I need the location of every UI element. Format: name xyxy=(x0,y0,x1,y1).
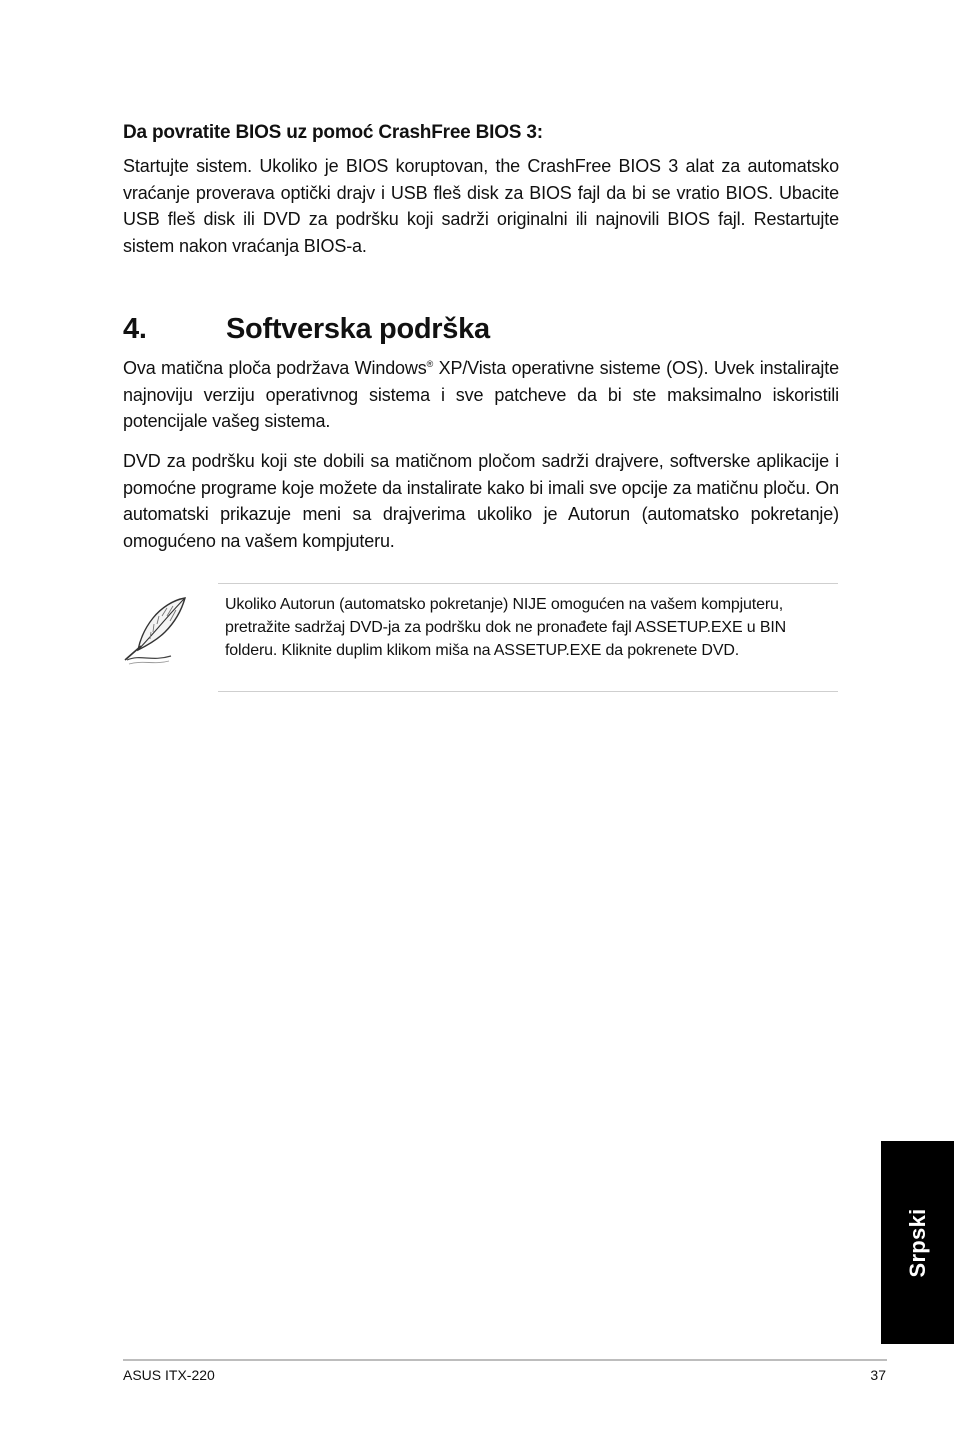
footer-divider xyxy=(123,1359,887,1361)
quill-pen-icon xyxy=(121,594,191,666)
language-label: Srpski xyxy=(904,1207,930,1278)
registered-mark: ® xyxy=(426,359,434,369)
os-paragraph-text-start: Ova matična ploča podržava Windows xyxy=(123,358,427,378)
footer-page-number: 37 xyxy=(870,1367,886,1383)
note-box xyxy=(218,583,838,692)
support-dvd-paragraph: DVD za podršku koji ste dobili sa matičnom pločom sadrži drajvere, softverske aplikacije i pomoćne programe koje možete da instalirate kako bi imali sve opcije za matičnu ploču. On automatski prikazuje meni sa drajverima ukoliko je Autorun (automatsko pokretanje) omogućeno na vašem kompjuteru. xyxy=(123,451,839,551)
section-title: Softverska podrška xyxy=(226,313,490,345)
note-text: Ukoliko Autorun (automatsko pokretanje) NIJE omogućen na vašem kompjuteru, pretražite sadržaj DVD-ja za podršku dok ne pronađete fajl ASSETUP.EXE u BIN folderu. Kliknite duplim klikom miša na ASSETUP.EXE da pokrenete DVD. xyxy=(225,596,787,659)
section-heading xyxy=(123,313,490,346)
os-support-paragraph xyxy=(123,355,839,435)
section-number: 4. xyxy=(123,313,147,345)
language-side-tab xyxy=(881,1141,954,1344)
bios-recovery-paragraph: Startujte sistem. Ukoliko je BIOS koruptovan, the CrashFree BIOS 3 alat za automatsko vraćanje proverava optički drajv i USB fleš disk za BIOS fajl da bi se vratio BIOS. Ubacite USB fleš disk ili DVD za podršku koji sadrži originalni ili najnovili BIOS fajl. Restartujte sistem nakon vraćanja BIOS-a. xyxy=(123,156,839,256)
footer-product-name: ASUS ITX-220 xyxy=(123,1367,215,1383)
os-paragraph-text-end: XP/Vista operativne sisteme (OS). Uvek instalirajte najnoviju verziju operativnog sistema i sve patcheve da bi ste maksimalno iskoristili potencijale vašeg sistema. xyxy=(123,358,839,431)
bios-recovery-heading: Da povratite BIOS uz pomoć CrashFree BIOS 3: xyxy=(123,122,543,143)
